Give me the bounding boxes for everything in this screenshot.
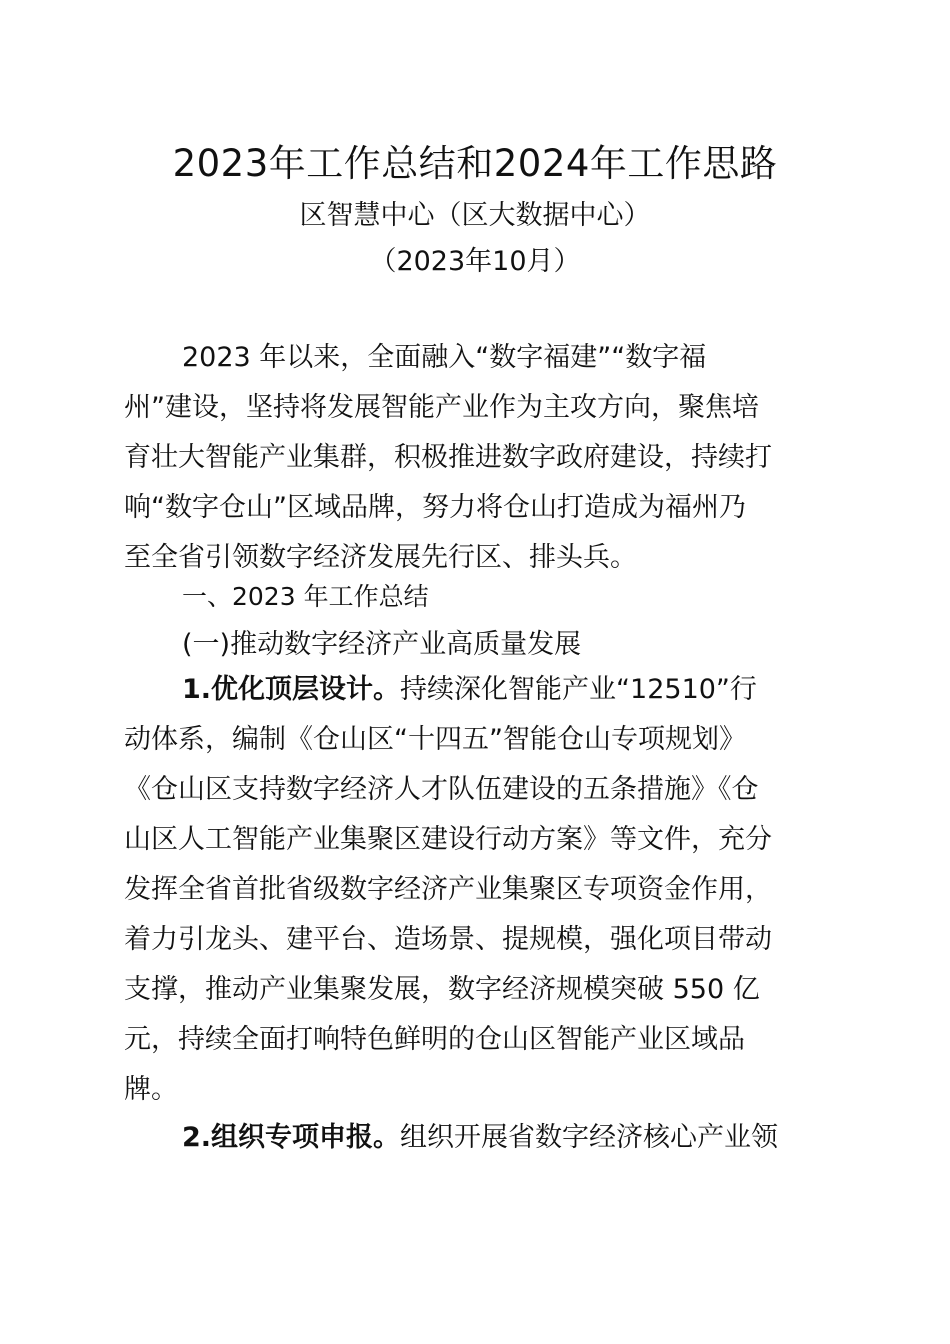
item1-line: 《仓山区支持数字经济人才队伍建设的五条措施》《仓 xyxy=(124,774,759,805)
item2-lead: 2.组织专项申报。 xyxy=(182,1122,401,1153)
item1-line: 元，持续全面打响特色鲜明的仓山区智能产业区域品 xyxy=(124,1024,745,1055)
item1-line: 发挥全省首批省级数字经济产业集聚区专项资金作用， xyxy=(124,874,772,905)
intro-line xyxy=(124,333,830,383)
item2-first-line-text: 组织开展省数字经济核心产业领 xyxy=(400,1122,779,1153)
item1-line: 山区人工智能产业集聚区建设行动方案》等文件，充分 xyxy=(124,824,772,855)
intro-paragraph xyxy=(124,333,830,583)
item1-first-line xyxy=(124,665,830,715)
item1-paragraph xyxy=(124,665,830,1115)
intro-line: 至全省引领数字经济发展先行区、排头兵。 xyxy=(124,542,637,573)
document-subtitle: 区智慧中心（区大数据中心） xyxy=(299,200,651,231)
intro-line-text: 2023 年以来，全面融入“数字福建”“数字福 xyxy=(182,342,707,373)
item1-line: 支撑，推动产业集聚发展，数字经济规模突破 550 亿 xyxy=(124,974,760,1005)
item1-line: 着力引龙头、建平台、造场景、提规模，强化项目带动 xyxy=(124,924,772,955)
document-title: 2023年工作总结和2024年工作思路 xyxy=(172,142,778,185)
intro-line: 响“数字仓山”区域品牌，努力将仓山打造成为福州乃 xyxy=(124,492,746,523)
section-subheading: (一)推动数字经济产业高质量发展 xyxy=(182,629,582,660)
item1-lead: 1.优化顶层设计。 xyxy=(182,674,401,705)
item2-paragraph xyxy=(124,1113,830,1163)
item1-first-line-text: 持续深化智能产业“12510”行 xyxy=(400,674,757,705)
intro-line: 州”建设，坚持将发展智能产业作为主攻方向，聚焦培 xyxy=(124,392,759,423)
document-date: （2023年10月） xyxy=(369,246,581,277)
section-heading: 一、2023 年工作总结 xyxy=(182,582,429,611)
item1-line: 牌。 xyxy=(124,1074,178,1105)
item1-line: 动体系，编制《仓山区“十四五”智能仓山专项规划》 xyxy=(124,724,746,755)
item2-first-line xyxy=(124,1113,830,1163)
intro-line: 育壮大智能产业集群，积极推进数字政府建设，持续打 xyxy=(124,442,772,473)
